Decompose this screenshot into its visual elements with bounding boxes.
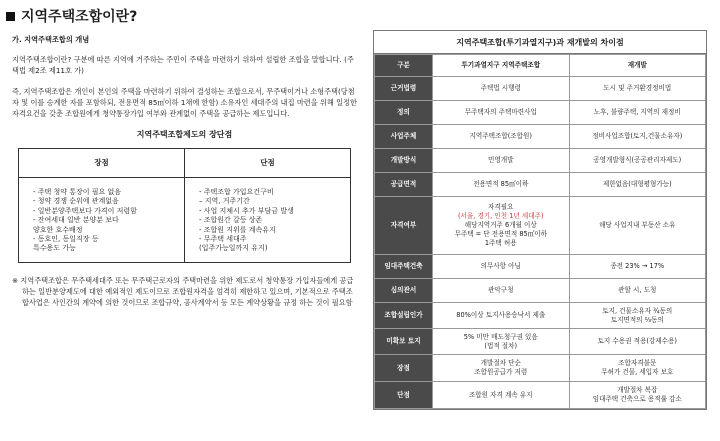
- cell: 민영개발: [433, 149, 570, 173]
- cons-item: - 조합원 지위를 계속유지: [199, 225, 276, 234]
- table-row: [375, 149, 706, 173]
- table-row: [375, 303, 706, 329]
- pros-list: [19, 178, 184, 262]
- cons-item: – 지역, 거주기간: [199, 197, 250, 206]
- comparison-table-panel: [373, 30, 707, 410]
- definition-paragraph: 지역주택조합이란? 구분에 따른 지역에 거주하는 주민이 주택을 마련하기 위하여 설립한 조합을 말합니다. (주택법 제2조 제11호 가): [12, 55, 354, 75]
- table-row: [375, 173, 706, 197]
- table-row: [375, 255, 706, 279]
- left-section: [12, 34, 357, 314]
- header-cell: 구분: [375, 55, 433, 77]
- row-label: 임대주택건축: [375, 255, 433, 279]
- cell-line: 토지, 건물소유자 ¾동의: [602, 306, 673, 315]
- page-title: [6, 6, 137, 26]
- pros-header: 장점: [19, 149, 184, 178]
- row-label: 장점: [375, 355, 433, 382]
- cell: 의무사항 아님: [433, 255, 570, 279]
- cell: [433, 197, 570, 255]
- cell: 정비사업조합(토지,건물소유자): [569, 125, 706, 149]
- pros-item: - 주택 청약 통장이 필요 없음: [33, 188, 122, 196]
- cons-item: - 조합원간 갈등 상존: [199, 216, 263, 225]
- table-header-row: [375, 55, 706, 77]
- table-row: [375, 77, 706, 101]
- table-row: [375, 355, 706, 382]
- comparison-table: [374, 54, 706, 409]
- row-label: 공급면적: [375, 173, 433, 197]
- cell-line: (법적 절차): [484, 341, 518, 350]
- row-label: 단점: [375, 382, 433, 409]
- cell: [569, 355, 706, 382]
- cons-item: - 사업 지체시 추가 부담금 발생: [199, 206, 294, 215]
- cell-line: 토지면적의 ⅔동의: [610, 315, 664, 324]
- cell: 공영개발형식(공공관리자제도): [569, 149, 706, 173]
- cell-line: 5% 미만 매도청구권 있음: [463, 332, 538, 341]
- table-row: [375, 197, 706, 255]
- cell-line: 1주택 허용: [484, 239, 517, 247]
- cell: 도시 및 주거환경정비법: [569, 77, 706, 101]
- cell: [569, 382, 706, 409]
- cell: 해당 사업지내 부동산 소유: [569, 197, 706, 255]
- cell: 관악구청: [433, 279, 570, 303]
- row-label: 자격여부: [375, 197, 433, 255]
- row-label: 미확보 토지: [375, 329, 433, 355]
- row-label: 조합설립인가: [375, 303, 433, 329]
- cell-line: 개발절차 단순: [480, 359, 521, 367]
- cell: 무주택자의 주택마련사업: [433, 101, 570, 125]
- cons-item: (입주가능일까지 유지): [199, 244, 268, 253]
- cell: 주택법 시행령: [433, 77, 570, 101]
- cons-list: [185, 178, 350, 262]
- cons-item: - 주택조합 가입요건구비: [199, 188, 274, 196]
- cell-line: 무주택 = 단 전용면적 85㎡이하: [454, 230, 548, 238]
- cell-line: 해당지역거주 6개월 이상: [464, 221, 537, 229]
- cons-column: [184, 149, 350, 262]
- cell-line: 조합원공급가 저렴: [474, 368, 528, 376]
- cell-line-highlight: (서울, 경기, 인천 1년 세대주): [457, 212, 544, 220]
- explanation-paragraph: 즉, 지역주택조합은 개인이 본인의 주택을 마련하기 위하여 결성하는 조합으로서, 무주택이거나 소형주택(당첨자 및 이를 승계한 자를 포함하되, 전용면적 85㎡이하 1채에 한함) 소유자인 세대주의 내집 마련을 위해 일정한 자격요건을 갖춘 조합원에게 청약통장가입 여부와 관계없이 주택을 공급하는 제도입니다.: [12, 87, 357, 118]
- cell: 관할 시, 도청: [569, 279, 706, 303]
- cell: 전용면적 85㎡이하: [433, 173, 570, 197]
- row-label: 사업주체: [375, 125, 433, 149]
- square-bullet-icon: [6, 12, 15, 21]
- table-row: [375, 279, 706, 303]
- cell-line: 개발절차 복잡: [617, 386, 658, 394]
- table-row: [375, 329, 706, 355]
- pros-item: 특수용도 가능: [33, 244, 76, 253]
- pros-item: - 잔여세대 일반 분양분 보다: [33, 216, 119, 225]
- cell: 지역주택조합(조합원): [433, 125, 570, 149]
- pros-item: 양호한 호수배정: [33, 225, 83, 234]
- cell: [569, 303, 706, 329]
- cons-item: - 무주택 세대주: [199, 235, 247, 244]
- row-label: 심의관서: [375, 279, 433, 303]
- header-cell: 투기과열지구 지역주택조합: [433, 55, 570, 77]
- cell: 토지 수용권 적용(강제수용): [569, 329, 706, 355]
- pros-item: - 청약 경쟁 순위에 관계없음: [33, 197, 119, 206]
- cell: [433, 329, 570, 355]
- cell: 제한없음(대형평형가능): [569, 173, 706, 197]
- cell-line: 무허가 건물, 세입자 보호: [601, 368, 674, 376]
- footnote: ※ 지역주택조합은 무주택세대주 또는 무주택근로자의 주택마련을 위한 제도로서 청약통장 가입자들에게 공급하는 일반분양제도에 대한 예외적인 제도이므로 조합원자격을 엄격히 제한하고 있으며, 기본적으로 주택조합사업은 사인간의 계약에 의한 것이므로 조합규약, 공사계약서 등 모든 계약상황을 규정 하는 것이 필요함: [12, 275, 354, 307]
- row-label: 개발방식: [375, 149, 433, 173]
- cell-line: 자격필요: [488, 203, 514, 211]
- page-title-text: 지역주택조합이란?: [21, 9, 138, 25]
- cell: 80%이상 토지사용승낙서 제출: [433, 303, 570, 329]
- cell: 조합원 자격 계속 유지: [433, 382, 570, 409]
- cell: 노후, 불량주택, 지역의 재정비: [569, 101, 706, 125]
- cell: [433, 355, 570, 382]
- row-label: 근거법령: [375, 77, 433, 101]
- table-row: [375, 101, 706, 125]
- row-label: 정의: [375, 101, 433, 125]
- cons-header: 단점: [185, 149, 350, 178]
- pros-item: - 일반분양주택보다 가격이 저렴함: [33, 206, 137, 215]
- pros-cons-title: 지역주택조합제도의 장단점: [136, 130, 233, 139]
- pros-item: - 동호인, 동일직장 등: [33, 235, 99, 244]
- cell: 종전 23% → 17%: [569, 255, 706, 279]
- cell-line: 임대주택 건축으로 용적률 감소: [592, 395, 682, 403]
- table-row: [375, 382, 706, 409]
- pros-column: [19, 149, 184, 262]
- comparison-title: 지역주택조합(투기과열지구)과 재개발의 차이점: [374, 31, 706, 54]
- cell-line: 조합자격불문: [618, 359, 657, 367]
- table-row: [375, 125, 706, 149]
- pros-cons-table: [18, 148, 351, 263]
- section-subheading: 가. 지역주택조합의 개념: [12, 35, 90, 44]
- header-cell: 재개발: [569, 55, 706, 77]
